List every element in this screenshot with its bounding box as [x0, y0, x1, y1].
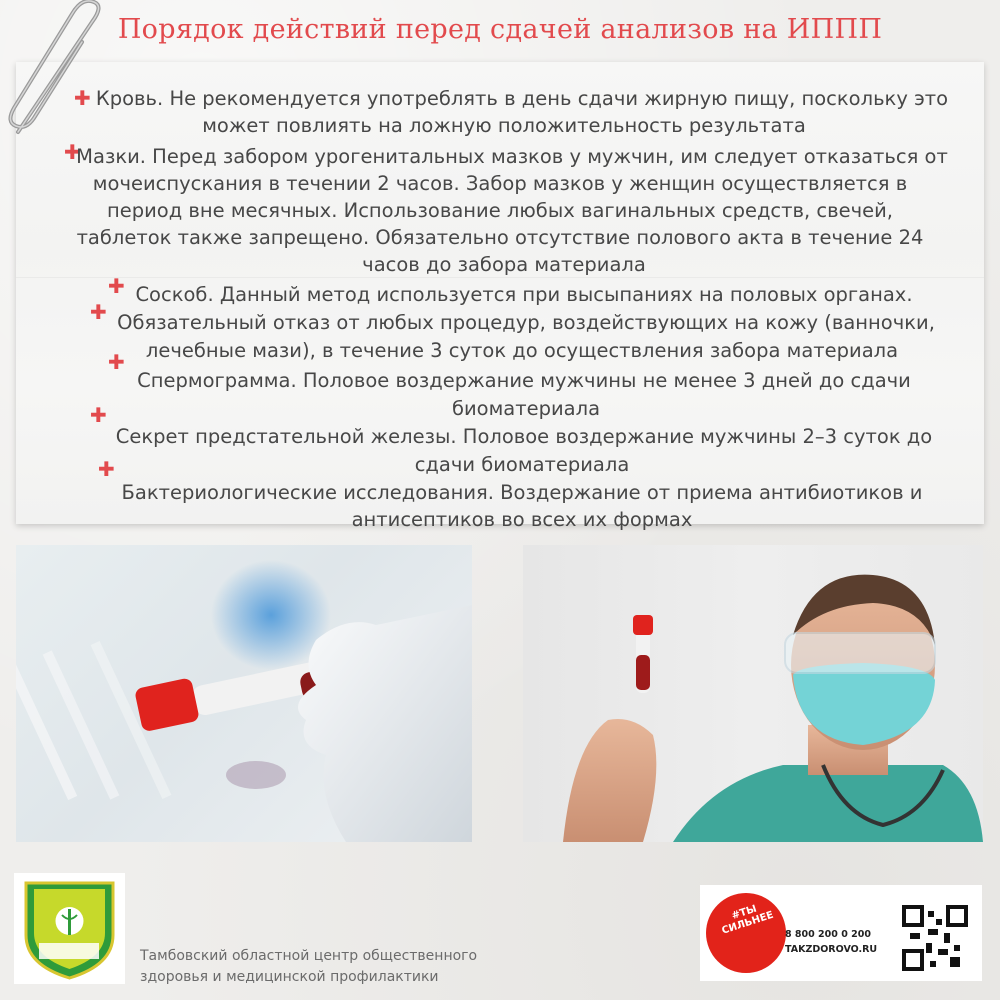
- photo-doctor-blood-tube: [523, 545, 983, 842]
- item-line: биоматериала: [451, 397, 601, 420]
- item-line: период вне месячных. Использование любых вагинальных средств, свечей,: [107, 199, 893, 222]
- item-line: Мазки. Перед забором урогенитальных мазков у мужчин, им следует отказаться от: [76, 145, 948, 168]
- plus-bullet-icon: ✚: [108, 350, 125, 374]
- website-link[interactable]: TAKZDOROVO.RU: [785, 944, 878, 955]
- item-line: мочеиспускания в течении 2 часов. Забор мазков у женщин осуществляется в: [92, 172, 908, 195]
- plus-bullet-icon: ✚: [90, 403, 107, 427]
- item-line: таблеток также запрещено. Обязательно отсутствие полового акта в течение 24: [76, 226, 924, 249]
- hotline-phone: 8 800 200 0 200: [785, 929, 871, 940]
- test-tube-illustration: [16, 545, 472, 842]
- plus-bullet-icon: ✚: [64, 140, 81, 164]
- item-line: Обязательный отказ от любых процедур, воздействующих на кожу (ванночки,: [117, 311, 935, 334]
- item-line: Бактериологические исследования. Воздержание от приема антибиотиков и: [121, 481, 923, 504]
- shield-logo-icon: [14, 873, 125, 984]
- organization-logo: [14, 873, 125, 984]
- plus-bullet-icon: ✚: [74, 86, 91, 110]
- takzdorovo-banner: [700, 885, 982, 981]
- item-line: антисептиков во всех их формах: [351, 508, 693, 531]
- qr-code-icon: [904, 907, 966, 969]
- org-name-line: Тамбовский областной центр общественного: [140, 948, 478, 964]
- item-line: Спермограмма. Половое воздержание мужчины не менее 3 дней до сдачи: [137, 369, 911, 392]
- item-line: часов до забора материала: [362, 253, 646, 276]
- page-title: Порядок действий перед сдачей анализов на ИППП: [117, 14, 883, 45]
- item-line: Кровь. Не рекомендуется употреблять в день сдачи жирную пищу, поскольку это: [95, 87, 949, 110]
- item-line: Соскоб. Данный метод используется при высыпаниях на половых органах.: [135, 283, 913, 306]
- photo-gloved-hand-test-tube: [16, 545, 472, 842]
- plus-bullet-icon: ✚: [98, 457, 115, 481]
- item-line: Секрет предстательной железы. Половое воздержание мужчины 2–3 суток до: [115, 425, 933, 448]
- banner-slogan: #ТЫ СИЛЬНЕЕ: [720, 903, 775, 937]
- plus-bullet-icon: ✚: [108, 274, 125, 298]
- doctor-illustration: [523, 545, 983, 842]
- item-line: лечебные мази), в течение 3 суток до осуществления забора материала: [145, 339, 899, 362]
- plus-bullet-icon: ✚: [90, 300, 107, 324]
- item-line: может повлиять на ложную положительность результата: [202, 114, 806, 137]
- organization-name: [140, 946, 477, 988]
- org-name-line: здоровья и медицинской профилактики: [140, 969, 439, 985]
- item-line: сдачи биоматериала: [414, 453, 630, 476]
